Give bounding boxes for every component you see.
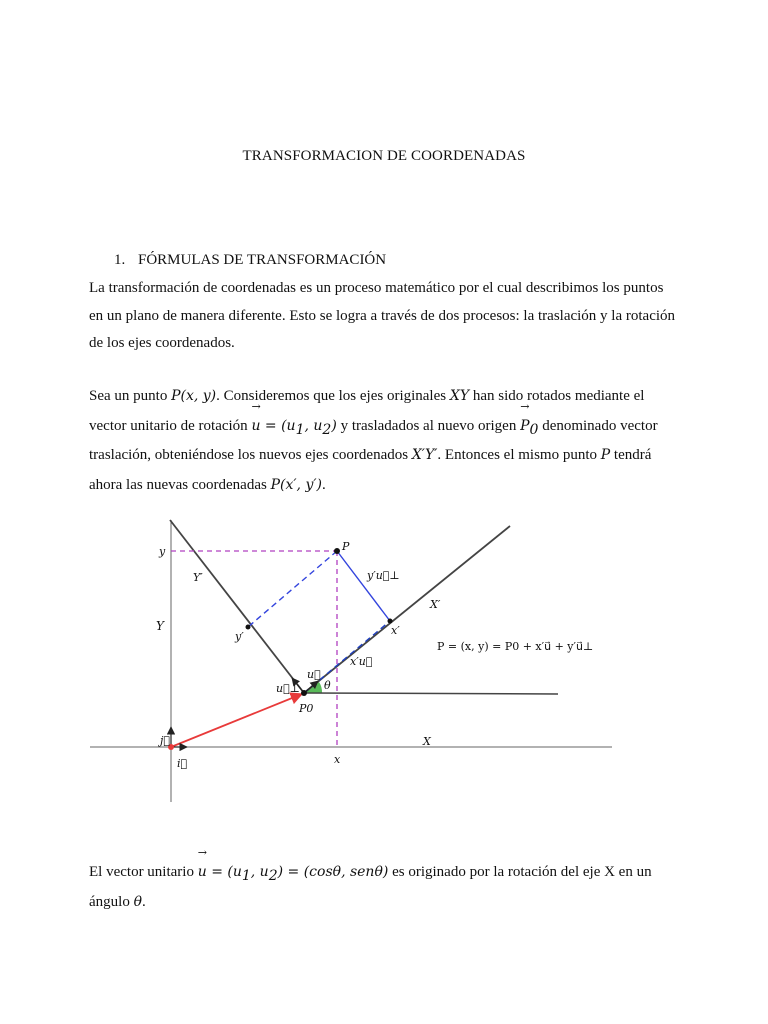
math-axes-XpYp: X′Y′ [411, 447, 438, 463]
text-run: han sido rotados mediante el vector unitario de rotación [89, 388, 645, 434]
text-run: denominado vector traslación, obteniéndose los nuevos ejes coordenados [89, 417, 658, 463]
point-P0 [301, 690, 307, 696]
math-subscript: 2 [268, 868, 278, 884]
text-run: tendrá ahora las nuevas coordenadas [89, 447, 652, 493]
math-text: , u [250, 864, 269, 880]
point-P [334, 548, 340, 554]
definition-paragraph [89, 382, 681, 500]
intro-paragraph: La transformación de coordenadas es un proceso matemático por el cual describimos los puntos en un plano de manera diferente. Esto se logra a través de dos procesos: la traslación y la rotación de los ejes coordenados. [89, 280, 676, 351]
math-cos-sen: ) = (cosθ, senθ) [277, 864, 389, 880]
label-P0: P0 [299, 702, 314, 715]
math-subscript: 2 [322, 421, 332, 438]
point-xp [388, 619, 393, 624]
section-heading [114, 252, 386, 269]
math-subscript: 1 [295, 421, 305, 438]
text-run: . [322, 476, 326, 493]
coordinate-transformation-diagram [80, 500, 620, 810]
p-to-xp-segment [337, 551, 390, 621]
math-vector-P0: → P [520, 412, 529, 442]
p0-horizontal-line [304, 693, 558, 694]
math-text: , u [304, 417, 323, 434]
math-vector-u: → u [198, 858, 207, 888]
math-point: P [600, 447, 611, 463]
math-subscript: 1 [241, 868, 251, 884]
math-subscript: 0 [529, 421, 539, 438]
label-xp-u: x′u⃗ [350, 655, 373, 668]
text-run: Sea un punto [89, 388, 172, 404]
math-point-P: P(x, y) [171, 388, 217, 404]
math-theta: θ [133, 893, 143, 910]
label-x-tick: x [334, 753, 341, 766]
rotated-y-axis-line [170, 520, 304, 693]
text-run: . [142, 893, 146, 910]
unit-vector-paragraph [89, 858, 681, 917]
label-X-axis: X [423, 735, 431, 748]
label-yp-tick: y′ [235, 630, 244, 643]
label-xp-tick: x′ [391, 624, 400, 637]
label-j: j⃗ [160, 734, 171, 747]
label-Y-axis: Y [156, 619, 164, 633]
math-text: ) [331, 417, 337, 434]
text-run: es originado por la rotación del eje X en un ángulo [89, 864, 652, 910]
math-new-coordinates: P(x′, y′) [270, 476, 322, 493]
math-vector-u: → u [251, 412, 260, 442]
section-number: 1. [114, 252, 126, 268]
label-y-tick: y [159, 545, 166, 558]
page-title: TRANSFORMACION DE COORDENADAS [242, 148, 526, 164]
text-run: y trasladados al nuevo origen [336, 417, 521, 434]
text-run: El vector unitario [89, 864, 198, 880]
point-yp [246, 625, 251, 630]
label-yp-u-perp: y′u⃗⊥ [367, 569, 400, 582]
label-theta: θ [324, 679, 331, 692]
equation-label: P = (x, y) = P0 + x′u⃗ + y′u⃗⊥ [437, 640, 594, 653]
math-text: = (u [206, 864, 242, 880]
math-text: = (u [260, 417, 296, 434]
label-u: u⃗ [307, 668, 321, 681]
label-P: P [342, 540, 350, 553]
translation-vector [171, 694, 302, 747]
label-i: i⃗ [177, 757, 188, 770]
yp-projection-dashed [248, 551, 337, 627]
text-run: . Entonces el mismo punto [437, 447, 601, 463]
text-run: . Consideremos que los ejes originales [216, 388, 450, 404]
label-u-perp: u⃗⊥ [276, 682, 301, 695]
section-title: FÓRMULAS DE TRANSFORMACIÓN [138, 252, 387, 268]
label-Xp-axis: X′ [430, 598, 441, 611]
label-Yp-axis: Y′ [193, 571, 203, 584]
math-axes-XY: XY [449, 388, 470, 404]
